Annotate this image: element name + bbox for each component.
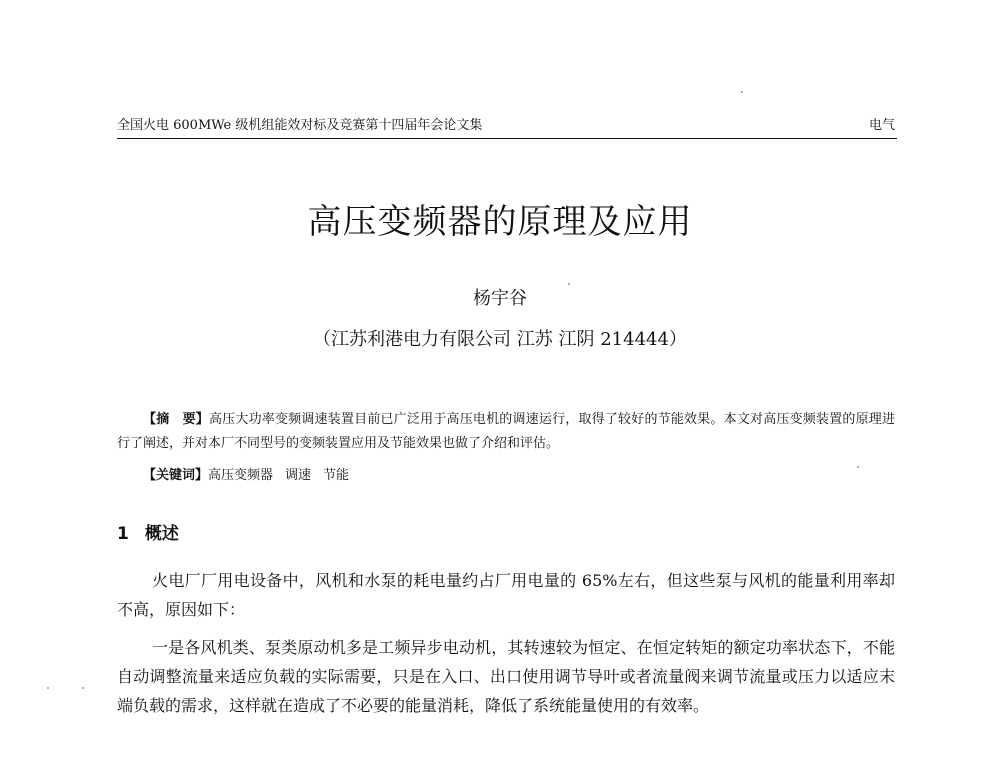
keywords-label: 【关键词】 <box>143 468 209 483</box>
abstract-text: 高压大功率变频调速装置目前已广泛用于高压电机的调速运行，取得了较好的节能效果。本文对高压变频装置的原理进行了阐述，并对本厂不同型号的变频装置应用及节能效果也做了介绍和评估。 <box>117 412 895 451</box>
scan-speck <box>82 687 84 689</box>
keywords-line <box>143 464 893 488</box>
scan-speck <box>857 466 859 468</box>
abstract-label: 【摘 要】 <box>143 412 209 427</box>
keyword-item: 节能 <box>323 468 350 483</box>
author-name: 杨宇谷 <box>473 288 527 309</box>
paper-title: 高压变频器的原理及应用 <box>307 202 693 242</box>
body-paragraph <box>117 633 895 720</box>
header-divider <box>117 138 897 139</box>
section-title-text: 概述 <box>144 524 179 544</box>
keyword-item: 调速 <box>285 468 312 483</box>
paragraph-text: 火电厂厂用电设备中，风机和水泵的耗电量约占厂用电量的 65%左右，但这些泵与风机的能量利用率却不高，原因如下： <box>117 571 895 619</box>
paragraph-text: 一是各风机类、泵类原动机多是工频异步电动机，其转速较为恒定、在恒定转矩的额定功率状态下，不能自动调整流量来适应负载的实际需要，只是在入口、出口使用调节导叶或者流量阀来调节流量或压力以适应末端负载的需求，这样就在造成了不必要的能量消耗，降低了系统能量使用的有效率。 <box>117 638 895 715</box>
scan-speck <box>47 687 49 689</box>
section-number: 1 <box>117 524 129 544</box>
section-heading <box>117 521 179 547</box>
running-header-title: 全国火电 600MWe 级机组能效对标及竞赛第十四届年会论文集 <box>117 118 483 133</box>
scan-speck <box>568 283 570 285</box>
abstract-block <box>117 408 895 456</box>
abstract-paragraph <box>117 408 895 456</box>
running-header <box>117 116 895 136</box>
author-affiliation: （江苏利港电力有限公司 江苏 江阴 214444） <box>313 329 687 350</box>
body-paragraph <box>117 566 895 624</box>
scan-speck <box>741 91 743 93</box>
keyword-item: 高压变频器 <box>208 468 274 483</box>
running-header-category: 电气 <box>868 118 895 133</box>
